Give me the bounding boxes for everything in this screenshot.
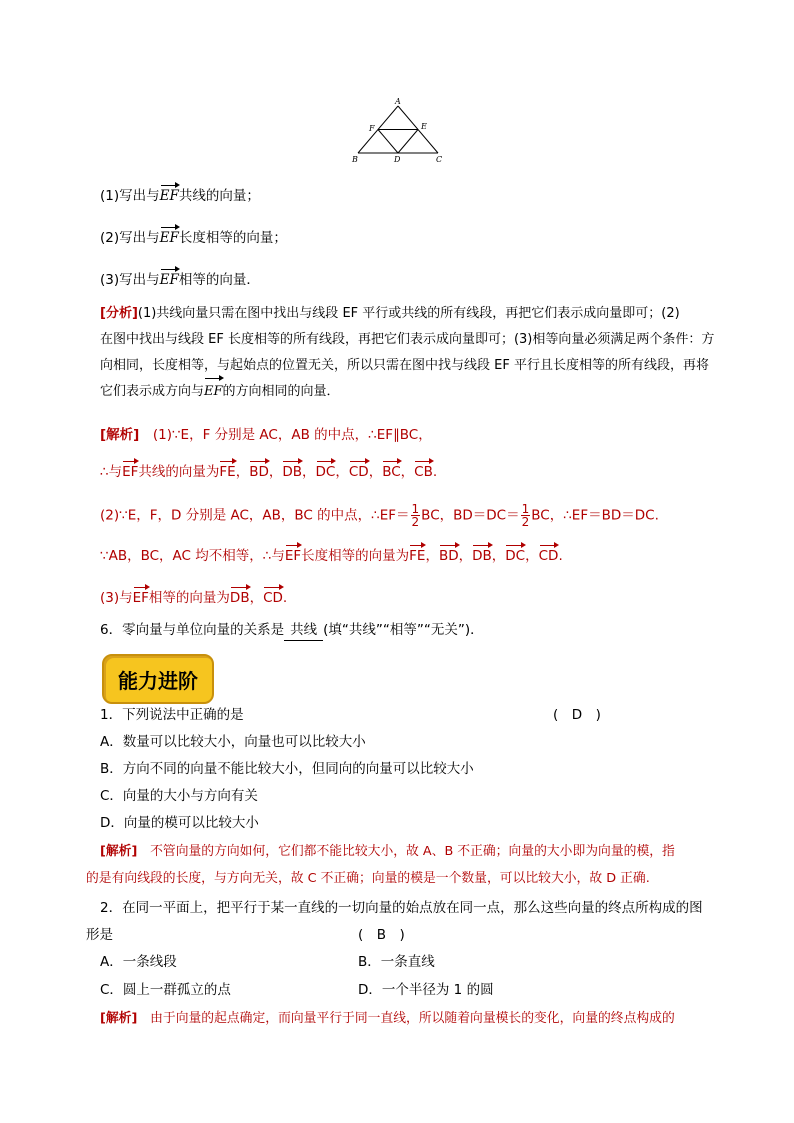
text: (1)写出与 (100, 188, 160, 204)
mc2-option-a: A．一条线段 (100, 954, 177, 970)
label-c: C (436, 155, 443, 164)
vector-item: FE (219, 464, 236, 480)
text: (1)∵E，F 分别是 AC，AB 的中点，∴EF∥BC， (152, 427, 432, 443)
vector-item: CD (538, 548, 559, 564)
text: 的方向相同的向量． (222, 384, 340, 399)
text: (填“共线”“相等”“无关”)． (323, 622, 484, 638)
vector-ef: EF (159, 272, 179, 288)
solution-line-4: ∵AB，BC，AC 均不相等，∴与EF长度相等的向量为FE，BD，DB，DC，CD. (100, 548, 563, 564)
numerator: 1 (521, 502, 530, 516)
text: 共线的向量为 (138, 464, 220, 480)
vector-ef: EF (132, 590, 149, 606)
mc1-explanation-2: 的是有向线段的长度，与方向无关，故 C 不正确；向量的模是一个数量，可以比较大小，故 D 正确. (86, 871, 650, 886)
numerator: 1 (411, 502, 420, 516)
text: 6．零向量与单位向量的关系是 (100, 622, 285, 638)
mc2-explanation-1 (100, 1009, 675, 1029)
vector-item: BC (382, 464, 401, 480)
analysis-line-3: 向相同，长度相等，与起始点的位置无关，所以只需在图中找与线段 EF 平行且长度相等的所有线段，再将 (100, 358, 709, 373)
denominator: 2 (521, 515, 530, 529)
triangle-figure (348, 96, 448, 168)
label-b: B (352, 155, 358, 164)
text: (3)与 (100, 590, 133, 606)
vector-ef: EF (204, 379, 223, 405)
vector-ef: EF (284, 548, 302, 564)
text: (2)写出与 (100, 230, 160, 246)
fraction-half (411, 503, 421, 528)
mc1-option-a: A．数量可以比较大小，向量也可以比较大小 (100, 734, 366, 750)
vector-item: CD (263, 590, 283, 606)
vector-item: BD (249, 464, 269, 480)
mc2-option-c: C．圆上一群孤立的点 (100, 982, 231, 998)
vector-ef: EF (159, 188, 179, 204)
vector-item: DC (505, 548, 526, 564)
text: 不管向量的方向如何，它们都不能比较大小，故 A、B 不正确；向量的大小即为向量的模，指 (137, 844, 675, 859)
segment-fd (378, 130, 398, 154)
solution-line-3 (100, 503, 659, 528)
vector-item: CB (414, 464, 433, 480)
solution-line-5: (3)与EF相等的向量为DB，CD. (100, 590, 288, 606)
vector-item: FE (409, 548, 426, 564)
text: 共线的向量； (178, 188, 260, 204)
analysis-line-1 (100, 301, 714, 327)
text: (2)∵E，F，D 分别是 AC，AB，BC 的中点，∴EF＝ (100, 507, 410, 524)
vector-item: BD (438, 548, 459, 564)
fraction-half (521, 503, 531, 528)
text: ∴与 (100, 464, 123, 480)
denominator: 2 (411, 515, 420, 529)
label-a: A (395, 97, 401, 106)
text: 相等的向量． (178, 272, 260, 288)
question-part-3 (100, 270, 260, 290)
vector-item: DB (472, 548, 492, 564)
analysis-tag: [分析] (100, 306, 138, 321)
mc1-stem: 1．下列说法中正确的是 (100, 707, 244, 723)
mc1-option-b: B．方向不同的向量不能比较大小，但同向的向量可以比较大小 (100, 761, 474, 777)
text: (1)共线向量只需在图中找出与线段 EF 平行或共线的所有线段，再把它们表示成向量即可；(2) (137, 306, 680, 321)
mc1-option-d: D．向量的模可以比较大小 (100, 815, 259, 831)
text: 相等的向量为 (148, 590, 230, 606)
analysis-line-2: 在图中找出与线段 EF 长度相等的所有线段，再把它们表示成向量即可；(3)相等向量必须满足两个条件：方 (100, 332, 715, 347)
mc1-option-c: C．向量的大小与方向有关 (100, 788, 258, 804)
explanation-tag: [解析] (100, 1011, 138, 1026)
question-part-2 (100, 228, 287, 248)
solution-line-1 (100, 425, 432, 445)
vector-ef: EF (122, 464, 139, 480)
text: 它们表示成方向与 (100, 384, 205, 399)
mc1-explanation-1 (100, 842, 675, 862)
label-e: E (421, 122, 427, 131)
label-f: F (369, 124, 375, 133)
text: 由于向量的起点确定，而向量平行于同一直线，所以随着向量模长的变化，向量的终点构成的 (137, 1011, 675, 1026)
solution-line-2: ∴与EF共线的向量为FE，BD，DB，DC，CD，BC，CB. (100, 464, 438, 480)
text: ∵AB，BC，AC 均不相等，∴与 (100, 548, 285, 564)
analysis-line-4 (100, 379, 714, 405)
segment-ed (398, 130, 418, 154)
text: 长度相等的向量为 (301, 548, 410, 564)
text: BC，BD＝DC＝ (421, 507, 520, 524)
mc2-option-b: B．一条直线 (358, 954, 435, 970)
section-badge: 能力进阶 (102, 654, 214, 704)
question-part-1 (100, 186, 260, 206)
mc2-answer: ( B ) (358, 927, 405, 943)
mc1-answer: ( D ) (553, 707, 601, 723)
vector-item: DB (229, 590, 250, 606)
text: 长度相等的向量； (178, 230, 287, 246)
vector-item: DC (315, 464, 336, 480)
mc2-stem-2: 形是 (86, 927, 113, 943)
label-d: D (394, 155, 401, 164)
mc2-stem-1: 2．在同一平面上，把平行于某一直线的一切向量的始点放在同一点，那么这些向量的终点所构成的图 (100, 900, 703, 916)
vector-ef: EF (159, 230, 179, 246)
vector-item: CD (348, 464, 369, 480)
fill-blank-answer: 共线 (284, 620, 323, 641)
question-6 (100, 620, 484, 641)
mc2-option-d: D．一个半径为 1 的圆 (358, 982, 494, 998)
explanation-tag: [解析] (100, 844, 138, 859)
text: BC，∴EF＝BD＝DC. (531, 507, 659, 524)
solution-tag: [解析] (100, 427, 140, 443)
text: (3)写出与 (100, 272, 160, 288)
vector-item: DB (282, 464, 303, 480)
analysis-block (100, 301, 714, 405)
